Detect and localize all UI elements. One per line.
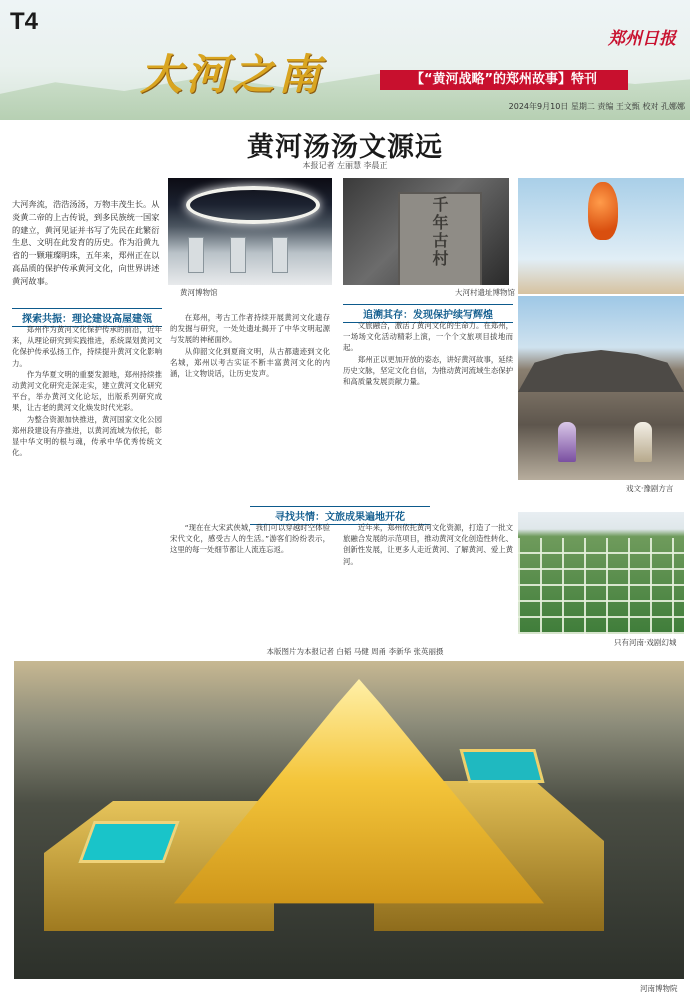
photo-caption-opera: 戏文·豫剧方言 [626,484,674,493]
article-intro: 大河奔流，浩浩汤汤，万物丰茂生长。从炎黄二帝的上古传说，到多民族统一国家的建立，黄河见证并书写了先民在此繁衍生息、文明在此发育的历史。作为沿黄九省的一颗璀璨明珠，五年来，郑州正在以高品质的保护传承黄河文化，向世界讲述黄河故事。 [12,199,160,286]
paragraph: 作为华夏文明的重要发源地，郑州持续推动黄河文化研究走深走实，建立黄河文化研究平台，举办黄河文化论坛，出版系列研究成果，让古老的黄河文化焕发时代光彩。 [12,369,162,413]
paragraph: 为整合资源加快推进，黄河国家文化公园郑州段建设有序推进，以黄河流域为依托，彰显中华文明的根与魂，传承中华优秀传统文化。 [12,414,162,458]
henan-museum-night-photo [14,661,684,979]
article-column [170,312,330,512]
section-heading: 追溯其存：发现保护续写辉煌 [343,304,513,323]
paragraph: 文旅融合，激活了黄河文化的生命力。在郑州，一场场文化活动精彩上演，一个个文旅项目拔地而起。 [343,321,513,353]
section-heading: 探索共振：理论建设高屋建瓴 [12,308,162,327]
temple-roof [518,350,684,392]
paragraph: 从仰韶文化到夏商文明，从古都遗迹到文化名城，郑州以考古实证不断丰富黄河文化的内涵，让文物说话，让历史发声。 [170,346,330,379]
byline: 本报记者 左丽慧 李晨正 [302,161,388,170]
stele-photo [343,178,509,285]
opera-performance-photo [518,296,684,480]
painted-pottery-vase [588,182,618,240]
section-title: 大河之南 [140,50,325,99]
exhibit-hall-photo [168,178,332,285]
article-column [12,324,162,640]
reflecting-pool [459,749,544,783]
photo-caption-exhibit: 黄河博物馆 [180,288,218,297]
photo-caption-fields: 只有河南·戏剧幻城 [614,638,677,647]
stele-carving: 千年古村 [430,196,449,268]
paragraph: 在郑州，考古工作者持续开展黄河文化遗存的发掘与研究，一处处遗址揭开了中华文明起源与发展的神秘面纱。 [170,313,330,345]
theater-city-aerial-photo [518,512,684,634]
opera-actor [558,422,576,462]
reflecting-pool [78,821,179,863]
paragraph: 郑州作为黄河文化保护传承的前沿，近年来，从理论研究到实践推进，系统谋划黄河文化保护传承弘扬工作，持续提升黄河文化影响力。 [12,325,162,368]
display-case [272,237,288,273]
light-ring [186,186,320,224]
article-column [170,522,330,642]
article-column [343,320,513,512]
photo-caption-stele: 大河村遗址博物馆 [455,288,515,297]
field-grid [518,538,684,634]
photo-caption-museum: 河南博物院 [640,984,678,993]
date-line: 2024年9月10日 星期二 责编 王文甄 校对 孔娜娜 [508,102,685,111]
display-case [230,237,246,273]
section-heading: 寻找共情：文旅成果遍地开花 [250,506,430,525]
article-column [343,522,513,642]
page-code: T4 [10,8,39,35]
headline: 黄河汤汤文源远 [247,132,443,163]
paragraph: 郑州正以更加开放的姿态，讲好黄河故事，延续历史文脉，坚定文化自信，为推动黄河流域生态保护和高质量发展贡献力量。 [343,354,513,387]
special-edition-banner: 【“黄河战略”的郑州故事】特刊 [380,70,628,90]
newspaper-logo: 郑州日报 [608,29,676,49]
pottery-vase-photo [518,178,684,294]
paragraph: 近年来，郑州依托黄河文化资源，打造了一批文旅融合发展的示范项目，推动黄河文化创造性转化、创新性发展，让更多人走近黄河、了解黄河、爱上黄河。 [343,523,513,566]
opera-actor [634,422,652,462]
display-case [188,237,204,273]
photo-credit: 本版图片为本报记者 白韬 马健 周甬 李新华 张英丽摄 [266,647,444,656]
paragraph: “现在在大宋武侠城，我们可以穿越时空体验宋代文化，感受古人的生活。”游客们纷纷表示，这里的每一处细节都让人流连忘返。 [170,523,330,555]
